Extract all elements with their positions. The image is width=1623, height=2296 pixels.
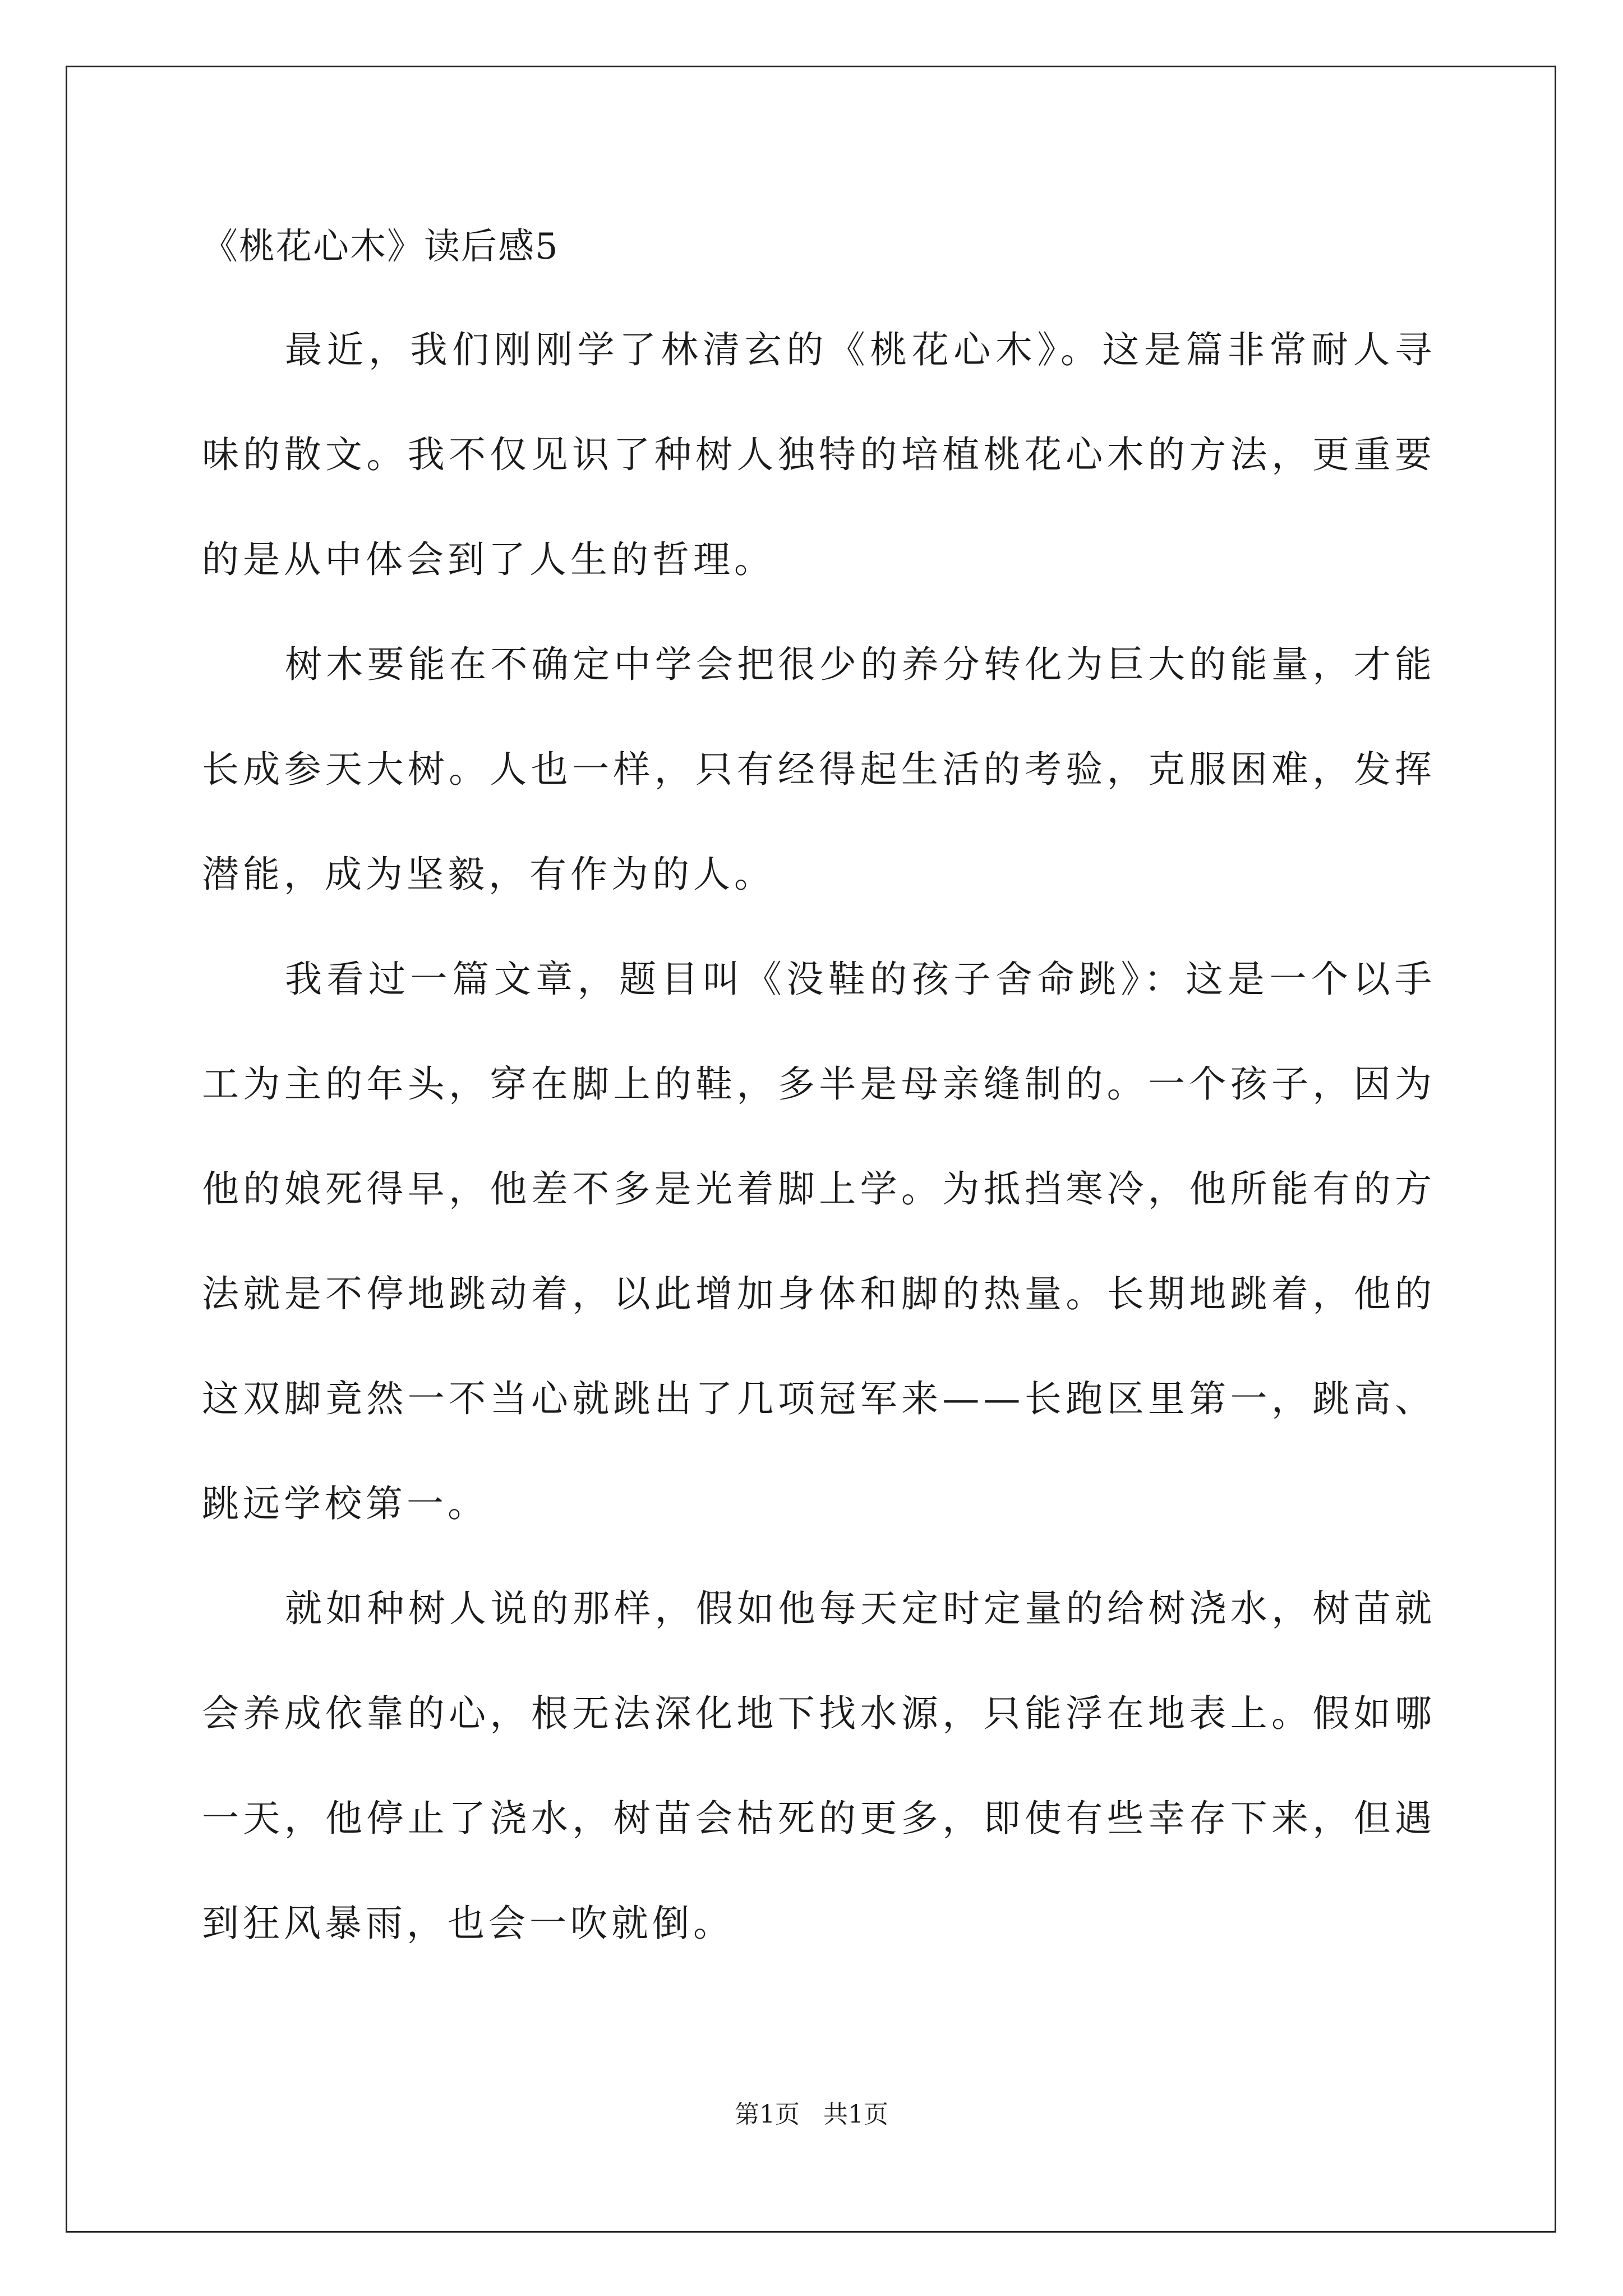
- document-body: [202, 213, 1436, 1976]
- paragraph-3: 我看过一篇文章，题目叫《没鞋的孩子舍命跳》：这是一个以手工为主的年头，穿在脚上的鞋，多半是母亲缝制的。一个孩子，因为他的娘死得早，他差不多是光着脚上学。为抵挡寒冷，他所能有的方法就是不停地跳动着，以此增加身体和脚的热量。长期地跳着，他的这双脚竟然一不当心就跳出了几项冠军来——长跑区里第一，跳高、跳远学校第一。: [202, 958, 1436, 1525]
- page-footer: [0, 2098, 1623, 2132]
- paragraph-2: 树木要能在不确定中学会把很少的养分转化为巨大的能量，才能长成参天大树。人也一样，只有经得起生活的考验，克服困难，发挥潜能，成为坚毅，有作为的人。: [202, 643, 1436, 896]
- paragraph-1: 最近，我们刚刚学了林清玄的《桃花心木》。这是篇非常耐人寻味的散文。我不仅见识了种树人独特的培植桃花心木的方法，更重要的是从中体会到了人生的哲理。: [202, 328, 1436, 581]
- page-total: 共1页: [823, 2100, 888, 2129]
- document-title: 《桃花心木》读后感5: [202, 226, 559, 268]
- paragraph-4: 就如种树人说的那样，假如他每天定时定量的给树浇水，树苗就会养成依靠的心，根无法深化地下找水源，只能浮在地表上。假如哪一天，他停止了浇水，树苗会枯死的更多，即使有些幸存下来，但遇到狂风暴雨，也会一吹就倒。: [202, 1587, 1436, 1945]
- page-number: 第1页: [735, 2100, 800, 2129]
- footer-gap: [800, 2100, 823, 2129]
